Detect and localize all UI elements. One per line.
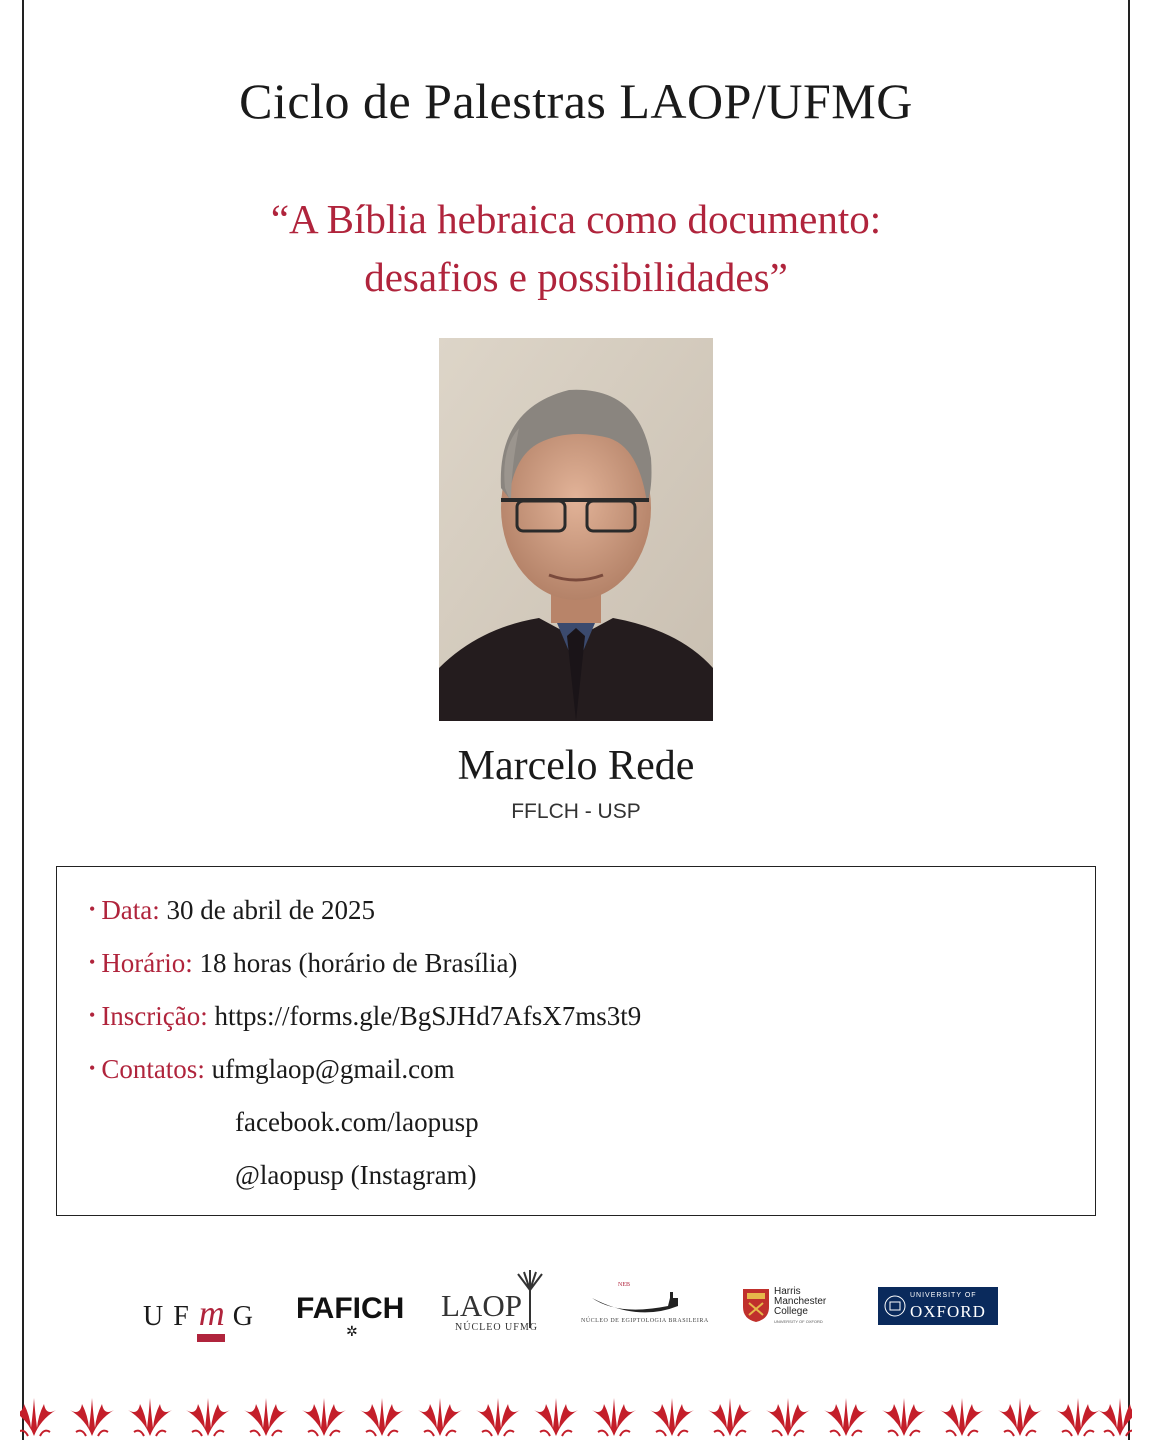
fafich-star-icon: ✲ <box>346 1324 358 1340</box>
time-label: Horário: <box>101 948 193 978</box>
contact-email[interactable]: ufmglaop@gmail.com <box>211 1054 455 1084</box>
bullet-icon: • <box>89 1058 96 1078</box>
speaker-photo <box>439 338 713 721</box>
ufmg-letters-uf: UF <box>143 1301 199 1332</box>
date-value: 30 de abril de 2025 <box>166 895 375 925</box>
info-row-registration <box>89 1001 641 1032</box>
oxford-logo <box>878 1287 998 1325</box>
ufmg-letter-m: m <box>198 1293 225 1333</box>
registration-label: Inscrição: <box>101 1001 208 1031</box>
event-series-title: Ciclo de Palestras LAOP/UFMG <box>239 73 913 129</box>
harris-manchester-subtitle: UNIVERSITY OF OXFORD <box>774 1319 823 1324</box>
oxford-crest-icon <box>884 1294 906 1318</box>
oxford-wordmark: OXFORD <box>910 1302 986 1321</box>
oxford-university-of: UNIVERSITY OF <box>910 1292 977 1299</box>
bullet-icon: • <box>89 952 96 972</box>
laop-papyrus-icon <box>510 1270 546 1330</box>
registration-link[interactable]: https://forms.gle/BgSJHd7AfsX7ms3t9 <box>214 1001 642 1031</box>
lotus-border-repeat <box>20 1398 1132 1436</box>
date-label: Data: <box>101 895 160 925</box>
info-row-date <box>89 895 375 926</box>
event-info-box <box>56 866 1096 1216</box>
contact-facebook[interactable]: facebook.com/laopusp <box>235 1107 479 1137</box>
laop-subtitle: NÚCLEO UFMG <box>455 1322 538 1333</box>
time-value: 18 horas (horário de Brasília) <box>199 948 518 978</box>
speaker-portrait-illustration <box>439 338 713 721</box>
speaker-affiliation: FFLCH - USP <box>511 800 641 823</box>
egyptology-subtitle: NÚCLEO DE EGIPTOLOGIA BRASILEIRA <box>581 1318 709 1324</box>
decorative-lotus-border <box>20 1388 1132 1440</box>
lecture-title-line-1: “A Bíblia hebraica como documento: <box>270 196 882 242</box>
harris-line-2: Manchester <box>774 1296 827 1307</box>
egyptology-boat-icon <box>578 1278 688 1318</box>
info-row-time <box>89 948 517 979</box>
harris-line-3: College <box>774 1306 808 1317</box>
sponsor-logos <box>0 1270 1152 1350</box>
ufmg-logo-bar <box>197 1334 225 1342</box>
harris-line-1: Harris <box>774 1286 801 1297</box>
speaker-name: Marcelo Rede <box>457 743 695 789</box>
contacts-label: Contatos: <box>101 1054 205 1084</box>
bullet-icon: • <box>89 1005 96 1025</box>
bullet-icon: • <box>89 899 96 919</box>
ufmg-logo <box>143 1292 263 1334</box>
lecture-title-line-2: desafios e possibilidades” <box>364 254 788 300</box>
harris-manchester-name <box>774 1287 826 1317</box>
info-row-contacts <box>89 1054 455 1085</box>
harris-manchester-crest-icon <box>741 1287 771 1323</box>
ufmg-letter-g: G <box>232 1301 264 1332</box>
laop-logo: LAOP <box>441 1288 522 1323</box>
neb-mark: NEB <box>618 1282 630 1288</box>
fafich-logo: FAFICH <box>296 1292 405 1325</box>
lecture-title <box>0 190 1152 306</box>
contact-instagram[interactable]: @laopusp (Instagram) <box>235 1160 477 1190</box>
